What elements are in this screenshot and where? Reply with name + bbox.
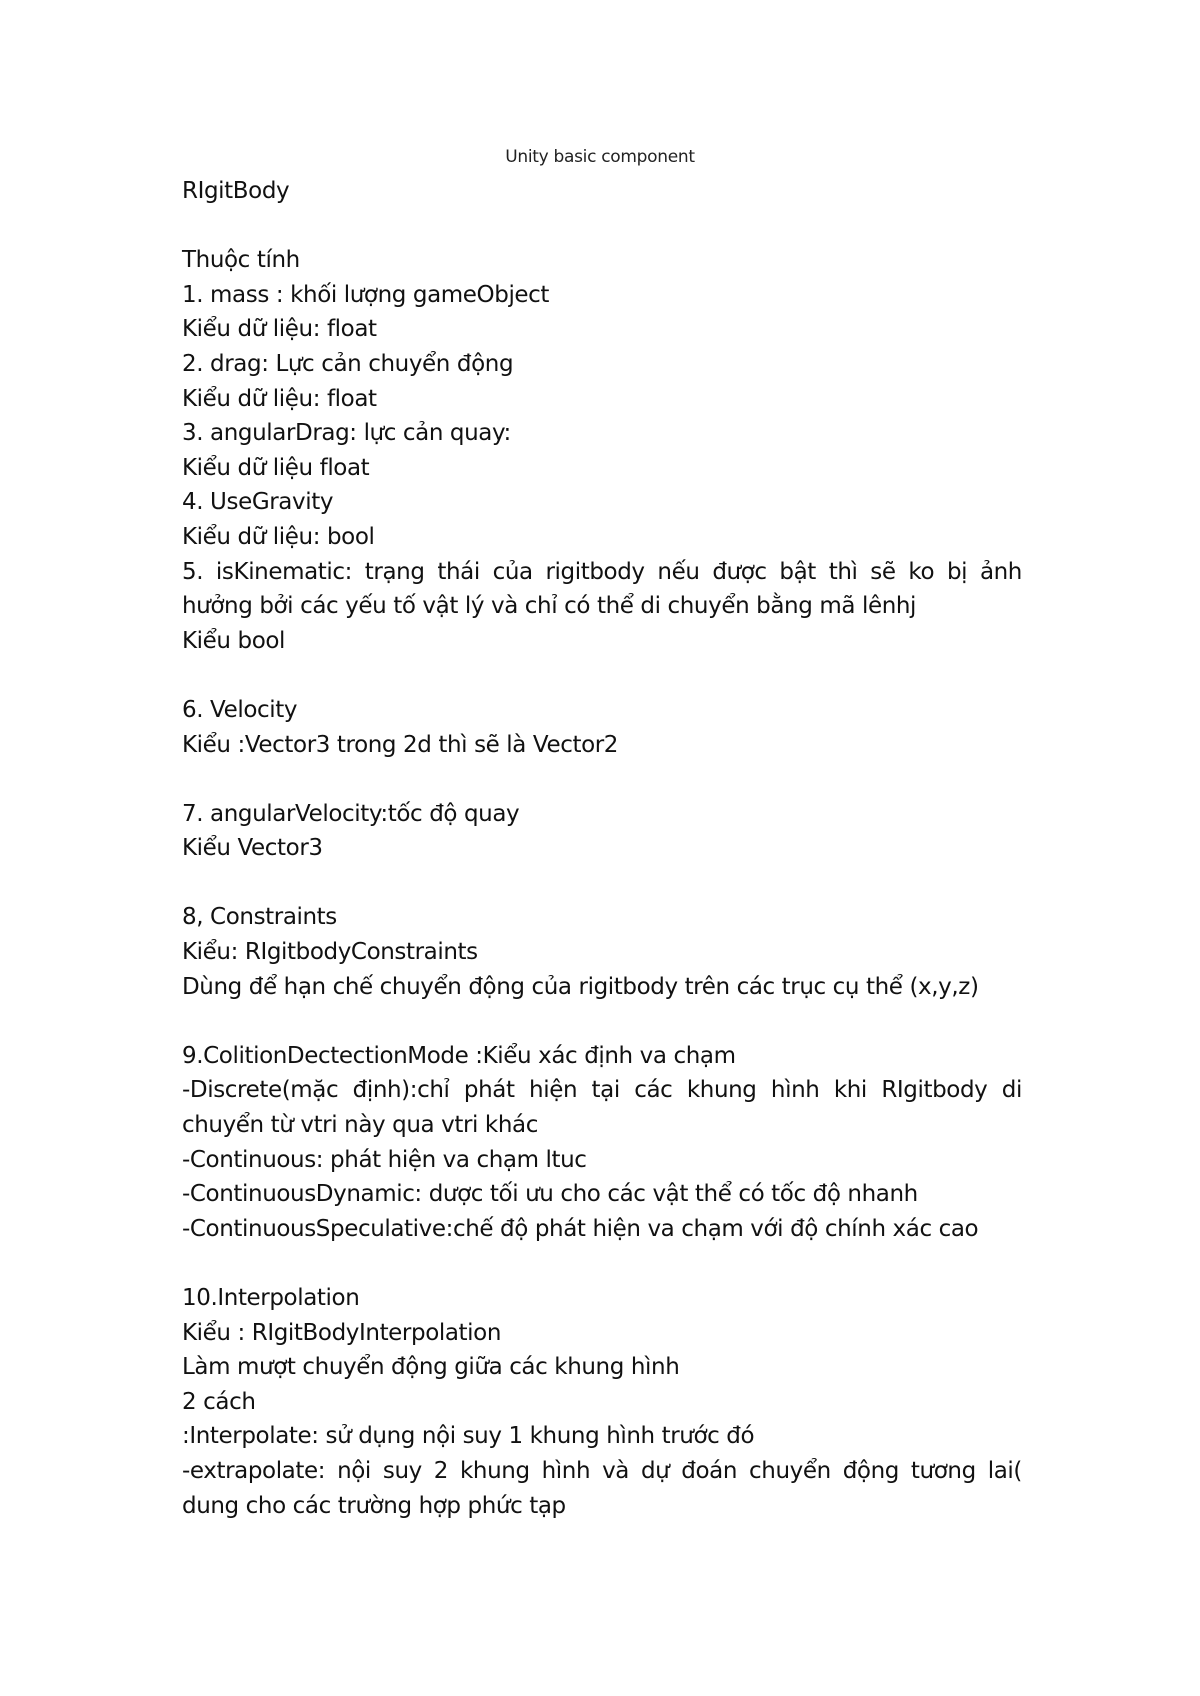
item-use-gravity-type: Kiểu dữ liệu: bool: [182, 523, 375, 550]
item-drag: 2. drag: Lực cản chuyển động: [182, 350, 514, 377]
item-constraints-desc: Dùng để hạn chế chuyển động của rigitbody trên các trục cụ thể (x,y,z): [182, 973, 979, 1000]
item-drag-type: Kiểu dữ liệu: float: [182, 385, 377, 412]
blank-line: [182, 866, 1022, 901]
item-interpolation-desc: Làm mượt chuyển động giữa các khung hình: [182, 1354, 680, 1381]
item-use-gravity: 4. UseGravity: [182, 489, 334, 516]
item-angular-velocity: 7. angularVelocity:tốc độ quay: [182, 800, 520, 827]
item-velocity-type: Kiểu :Vector3 trong 2d thì sẽ là Vector2: [182, 731, 619, 758]
section-properties: Thuộc tính: [182, 247, 300, 274]
item-constraints: 8, Constraints: [182, 904, 337, 931]
heading-rigitbody: RIgitBody: [182, 178, 290, 204]
item-continuous-dynamic: -ContinuousDynamic: dược tối ưu cho các vật thể có tốc độ nhanh: [182, 1181, 918, 1208]
item-interpolation-ways: 2 cách: [182, 1388, 256, 1415]
item-interpolation-type: Kiểu : RIgitBodyInterpolation: [182, 1319, 502, 1346]
item-continuous: -Continuous: phát hiện va chạm ltuc: [182, 1146, 587, 1173]
blank-line: [182, 209, 1022, 244]
item-velocity: 6. Velocity: [182, 696, 298, 723]
item-interpolate: :Interpolate: sử dụng nội suy 1 khung hình trước đó: [182, 1423, 755, 1450]
item-interpolation: 10.Interpolation: [182, 1285, 360, 1311]
item-is-kinematic-type: Kiểu bool: [182, 627, 286, 654]
blank-line: [182, 658, 1022, 693]
item-discrete: -Discrete(mặc định):chỉ phát hiện tại các khung hình khi RIgitbody di chuyển từ vtri này qua vtri khác: [182, 1077, 1022, 1139]
item-continuous-speculative: -ContinuousSpeculative:chế độ phát hiện va chạm với độ chính xác cao: [182, 1215, 979, 1242]
item-collision-detection: 9.ColitionDectectionMode :Kiểu xác định va chạm: [182, 1042, 736, 1069]
item-constraints-type: Kiểu: RIgitbodyConstraints: [182, 939, 478, 966]
page-header: Unity basic component: [505, 147, 695, 167]
blank-line: [182, 762, 1022, 797]
document-body: [182, 174, 1022, 1523]
blank-line: [182, 1004, 1022, 1039]
item-extrapolate: -extrapolate: nội suy 2 khung hình và dự đoán chuyển động tương lai( dung cho các trường hợp phức tạp: [182, 1457, 1022, 1519]
item-angular-drag: 3. angularDrag: lực cản quay:: [182, 420, 511, 447]
item-angular-velocity-type: Kiểu Vector3: [182, 835, 323, 862]
blank-line: [182, 1246, 1022, 1281]
item-mass-type: Kiểu dữ liệu: float: [182, 316, 377, 343]
item-mass: 1. mass : khối lượng gameObject: [182, 281, 550, 308]
item-angular-drag-type: Kiểu dữ liệu float: [182, 454, 370, 481]
item-is-kinematic: 5. isKinematic: trạng thái của rigitbody nếu được bật thì sẽ ko bị ảnh hưởng bởi các yếu tố vật lý và chỉ có thể di chuyển bằng mã lênhj: [182, 558, 1022, 620]
